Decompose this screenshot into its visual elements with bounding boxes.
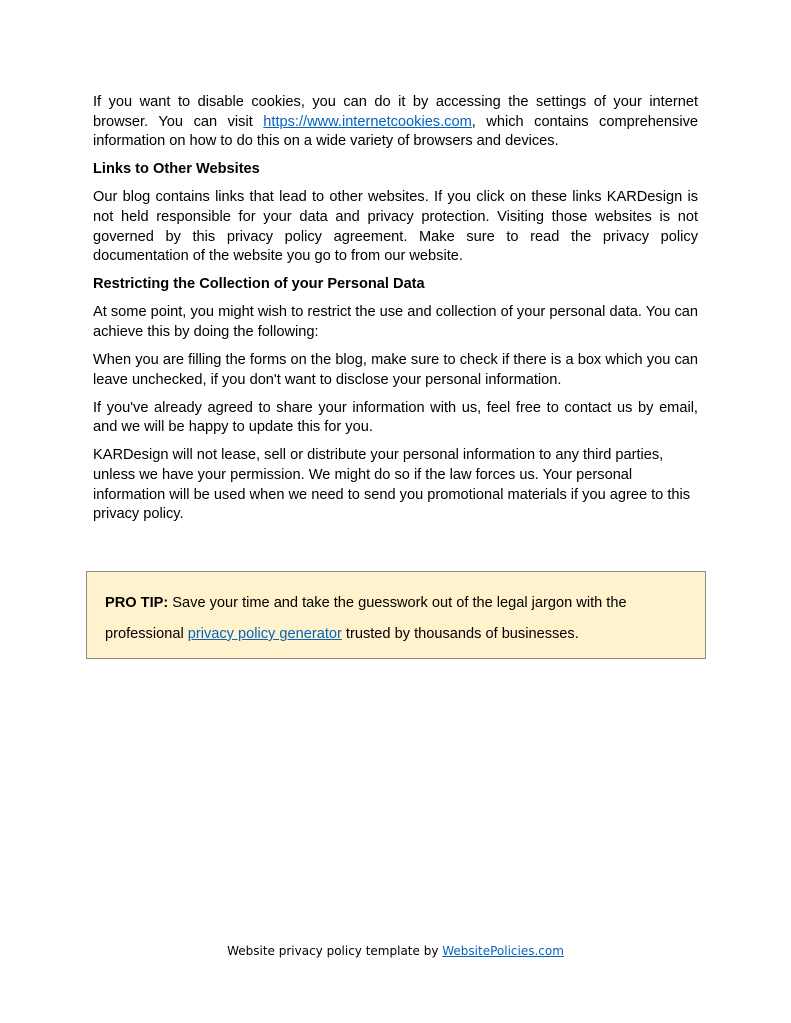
- restrict-paragraph-1: At some point, you might wish to restrict the use and collection of your personal data. You can achieve this by doing the following:: [93, 304, 698, 340]
- pro-tip-text-after: trusted by thousands of businesses.: [341, 626, 579, 642]
- pro-tip-text-before: Save your time and take the guesswork out of the legal jargon with the professional: [105, 595, 627, 642]
- links-paragraph: Our blog contains links that lead to other websites. If you click on these links KARDesign is not held responsible for your data and privacy protection. Visiting those websites is not governed by this privacy policy agreement. Make sure to read the privacy policy documentation of the website you go to from our website.: [93, 189, 698, 265]
- document-body: [93, 93, 698, 533]
- pro-tip-box: [86, 571, 706, 659]
- cookies-text-after: , which contains comprehensive information on how to do this on a wide variety of browsers and devices.: [93, 113, 698, 150]
- links-heading: Links to Other Websites: [93, 161, 260, 178]
- restrict-heading: Restricting the Collection of your Personal Data: [93, 276, 425, 293]
- restrict-paragraph-2: When you are filling the forms on the blog, make sure to check if there is a box which you can leave unchecked, if you don't want to disclose your personal information.: [93, 352, 698, 388]
- internetcookies-link[interactable]: https://www.internetcookies.com: [263, 113, 472, 130]
- privacy-policy-generator-link[interactable]: privacy policy generator: [187, 626, 342, 642]
- cookies-text-before: If you want to disable cookies, you can do it by accessing the settings of your internet browser. You can visit: [93, 94, 698, 130]
- page-footer: [0, 943, 791, 959]
- pro-tip-label: PRO TIP:: [105, 595, 169, 611]
- footer-text: Website privacy policy template by: [227, 944, 443, 958]
- restrict-paragraph-4: KARDesign will not lease, sell or distribute your personal information to any third parties, unless we have your permission. We might do so if the law forces us. Your personal information will be used when we need to send you promotional materials if you agree to this privacy policy.: [93, 447, 691, 523]
- restrict-paragraph-3: If you've already agreed to share your information with us, feel free to contact us by email, and we will be happy to update this for you.: [93, 399, 698, 436]
- cookies-paragraph: [93, 93, 698, 152]
- websitepolicies-link[interactable]: WebsitePolicies.com: [442, 944, 564, 958]
